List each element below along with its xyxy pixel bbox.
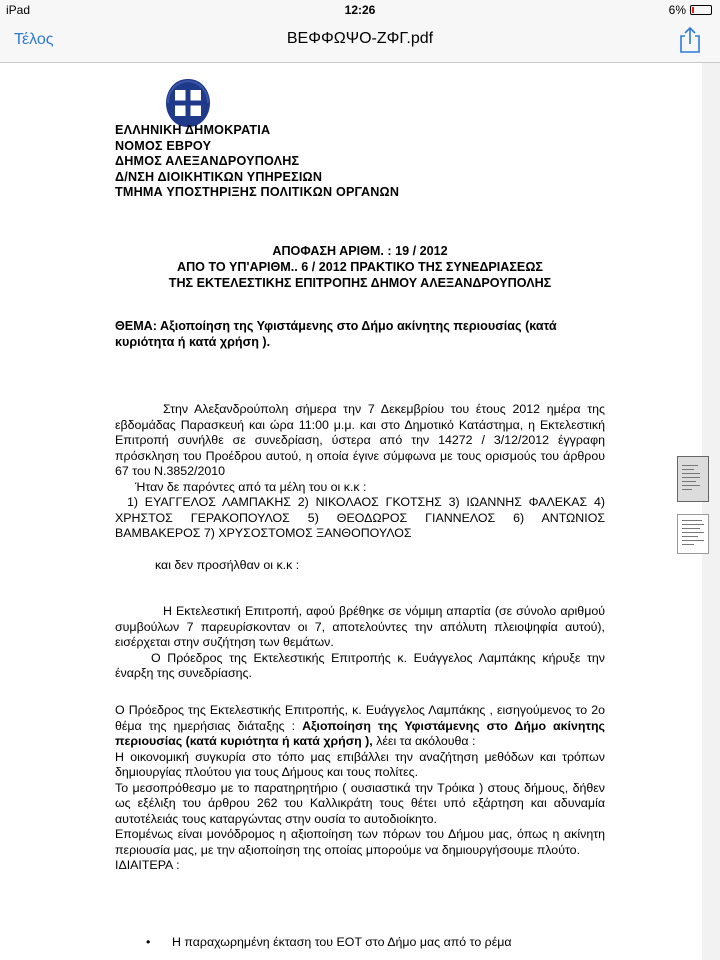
bullet-item: • Η παραχωρημένη έκταση του ΕΟΤ στο Δήμο μας από το ρέμα: [172, 935, 605, 951]
authority-header: [115, 123, 399, 201]
header-line: Δ/ΝΣΗ ΔΙΟΙΚΗΤΙΚΩΝ ΥΠΗΡΕΣΙΩΝ: [115, 169, 323, 184]
proposal-intro: [115, 703, 605, 750]
decision-line: ΤΗΣ ΕΚΤΕΛΕΣΤΙΚΗΣ ΕΠΙΤΡΟΠΗΣ ΔΗΜΟΥ ΑΛΕΞΑΝΔΡΟΥΠΟΛΗΣ: [168, 276, 552, 290]
quorum-paragraph: [115, 604, 605, 682]
meeting-paragraph: [115, 402, 605, 542]
decision-line: ΑΠΟ ΤΟ ΥΠ'ΑΡΙΘΜ.. 6 / 2012 ΠΡΑΚΤΙΚΟ ΤΗΣ ΣΥΝΕΔΡΙΑΣΕΩΣ: [176, 260, 543, 274]
proposal-subject: Αξιοποίηση της Υφιστάμενης στο Δήμο ακίνητης περιουσίας (κατά κυριότητα ή κατά χρήση ),: [115, 718, 605, 748]
header-line: ΤΜΗΜΑ ΥΠΟΣΤΗΡΙΞΗΣ ΠΟΛΙΤΙΚΩΝ ΟΡΓΑΝΩΝ: [115, 185, 400, 200]
done-button[interactable]: Τέλος: [14, 31, 54, 48]
decision-heading: [0, 243, 702, 291]
body-paragraph: Επομένως είναι μονόδρομος η αξιοποίηση των πόρων του Δήμου μας, όπως η ακίνητη περιουσία μας, με την αξιοποίηση της οποίας μπορούμε να δημιουργήσουμε πλούτο.: [115, 827, 605, 857]
meeting-text: Στην Αλεξανδρούπολη σήμερα την 7 Δεκεμβρίου του έτους 2012 ημέρα της εβδομάδας Παρασκευή και ώρα 11:00 μ.μ. και στο Δημοτικό Κατάστημα, η Εκτελεστική Επιτροπή συνήλθε σε συνεδρίαση, ύστερα από την 14272 / 3/12/2012 έγγραφη πρόσκληση του Προέδρου αυτού, η οποία έγινε σύμφωνα με τους ορισμούς του άρθρου 67 του Ν.3852/2010: [115, 402, 605, 478]
body-paragraph: ΙΔΙΑΙΤΕΡΑ :: [115, 858, 180, 872]
share-icon[interactable]: [678, 26, 702, 54]
battery-percent: 6%: [668, 3, 686, 17]
header-line: ΕΛΛΗΝΙΚΗ ΔΗΜΟΚΡΑΤΙΑ: [115, 123, 271, 137]
pdf-page[interactable]: [0, 63, 702, 960]
body-paragraph: Η οικονομική συγκυρία στο τόπο μας επιβάλλει την αναζήτηση μεθόδων και τρόπων δημιουργίας πλούτου για τους Δήμους και τους πολίτες.: [115, 749, 605, 779]
decision-number: ΑΠΟΦΑΣΗ ΑΡΙΘΜ. : 19 / 2012: [272, 244, 448, 258]
absent-line: και δεν προσήλθαν οι κ.κ :: [155, 558, 300, 572]
header-line: ΔΗΜΟΣ ΑΛΕΞΑΝΔΡΟΥΠΟΛΗΣ: [115, 154, 300, 169]
thumbnail-rail: [702, 63, 720, 960]
present-members: 1) ΕΥΑΓΓΕΛΟΣ ΛΑΜΠΑΚΗΣ 2) ΝΙΚΟΛΑΟΣ ΓΚΟΤΣΗΣ 3) ΙΩΑΝΝΗΣ ΦΑΛΕΚΑΣ 4) ΧΡΗΣΤΟΣ ΓΕΡΑΚΟΠΟΥΛΟΣ 5) ΘΕΟΔΩΡΟΣ ΓΙΑΝΝΕΛΟΣ 6) ΑΝΤΩΝΙΟΣ ΒΑΜΒΑΚΕΡΟΣ 7) ΧΡΥΣΟΣΤΟΜΟΣ ΞΑΝΘΟΠΟΥΛΟΣ: [115, 495, 605, 540]
header-line: ΝΟΜΟΣ ΕΒΡΟΥ: [115, 138, 212, 153]
proposal-intro-text: Ο Πρόεδρος της Εκτελεστικής Επιτροπής, κ. Ευάγγελος Λαμπάκης , εισηγούμενος το 2ο θέμα της ημερήσιας διάταξης :: [115, 703, 605, 733]
opening-text: Ο Πρόεδρος της Εκτελεστικής Επιτροπής κ. Ευάγγελος Λαμπάκης κήρυξε την έναρξη της συνεδρίασης.: [115, 650, 605, 680]
present-intro: Ήταν δε παρόντες από τα μέλη του οι κ.κ :: [135, 479, 367, 494]
body-paragraph: Το μεσοπρόθεσμο με το παρατηρητήριο ( ουσιαστικά την Τρόικα ) στους δήμους, δήθεν ως εξέλιξη του άρθρου 262 του Καλλικράτη τους θέτει υπό εξάρτηση και αδυναμία αυτοτέλειάς τους καταργώντας στην ουσία το αυτοδιοίκητο.: [115, 780, 605, 826]
device-label: iPad: [6, 3, 31, 17]
page-thumbnail-2[interactable]: [677, 514, 709, 554]
page-thumbnail-1[interactable]: [677, 456, 709, 502]
status-bar: [0, 0, 720, 20]
navigation-bar: [0, 20, 720, 63]
proposal-intro-end: λέει τα ακόλουθα :: [372, 734, 476, 748]
battery-icon: [690, 5, 712, 15]
document-title: ΒΕΦΦΩΨΟ-ΖΦΓ.pdf: [286, 30, 434, 47]
clock: 12:26: [344, 3, 376, 17]
proposal-paragraph: [115, 703, 605, 874]
subject-line: ΘΕΜΑ: Αξιοποίηση της Υφιστάμενης στο Δήμο ακίνητης περιουσίας (κατά κυριότητα ή κατά χρήση ).: [115, 319, 557, 349]
quorum-text: Η Εκτελεστική Επιτροπή, αφού βρέθηκε σε νόμιμη απαρτία (σε σύνολο αριθμού συμβούλων 7 παρευρίσκονταν οι 7, αποτελούντες την απόλυτη πλειοψηφία αυτού), εισέρχεται στην συζήτηση των θεμάτων.: [115, 604, 605, 649]
